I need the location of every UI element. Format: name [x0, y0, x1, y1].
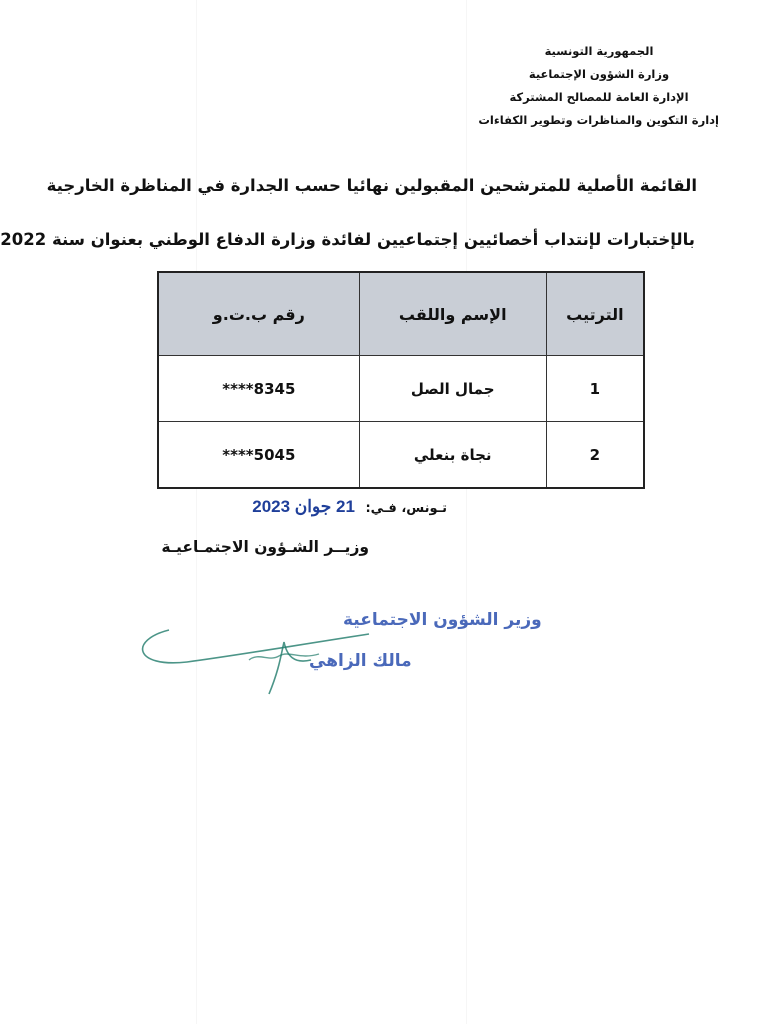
scan-fold — [196, 0, 197, 1024]
signature-stamp — [129, 600, 542, 700]
cell-rank: 2 — [546, 422, 644, 489]
place-label: تـونس، فـي: — [365, 501, 447, 516]
header-rank: الترتيب — [546, 272, 644, 356]
document-title-line2: بالإختبارات لإنتداب أخصائيين إجتماعيين لفائدة وزارة الدفاع الوطني بعنوان سنة 2022 — [0, 230, 695, 249]
signature-stroke — [269, 642, 311, 694]
letterhead-ministry: وزارة الشؤون الإجتماعية — [528, 67, 670, 81]
scan-fold — [466, 0, 467, 1024]
header-name: الإسم واللقب — [359, 272, 546, 356]
cell-rank: 1 — [546, 356, 644, 422]
handwritten-date: 21 جوان 2023 — [252, 497, 355, 516]
cell-name: جمال الصل — [359, 356, 546, 422]
table-row — [158, 422, 644, 489]
letterhead — [479, 40, 719, 132]
cell-id: ****8345 — [158, 356, 359, 422]
document-title-line1: القائمة الأصلية للمترشحين المقبولين نهائيا حسب الجدارة في المناظرة الخارجية — [46, 176, 697, 195]
letterhead-department: إدارة التكوين والمناظرات وتطوير الكفاءات — [478, 113, 719, 127]
signature-stamp-graphic — [129, 600, 542, 700]
letterhead-republic: الجمهورية التونسية — [544, 44, 654, 58]
minister-title: وزيــر الشـؤون الاجتمـاعيـة — [161, 538, 369, 556]
cell-name: نجاة بنعلي — [359, 422, 546, 489]
letterhead-directorate: الإدارة العامة للمصالح المشتركة — [509, 90, 689, 104]
date-line — [252, 497, 447, 517]
candidates-table — [157, 271, 645, 489]
table-row — [158, 356, 644, 422]
stamp-title: وزير الشؤون الاجتماعية — [343, 610, 542, 630]
stamp-name: مالك الزاهي — [309, 651, 412, 671]
table-header-row — [158, 272, 644, 356]
header-id: رقم ب.ت.و — [158, 272, 359, 356]
cell-id: ****5045 — [158, 422, 359, 489]
